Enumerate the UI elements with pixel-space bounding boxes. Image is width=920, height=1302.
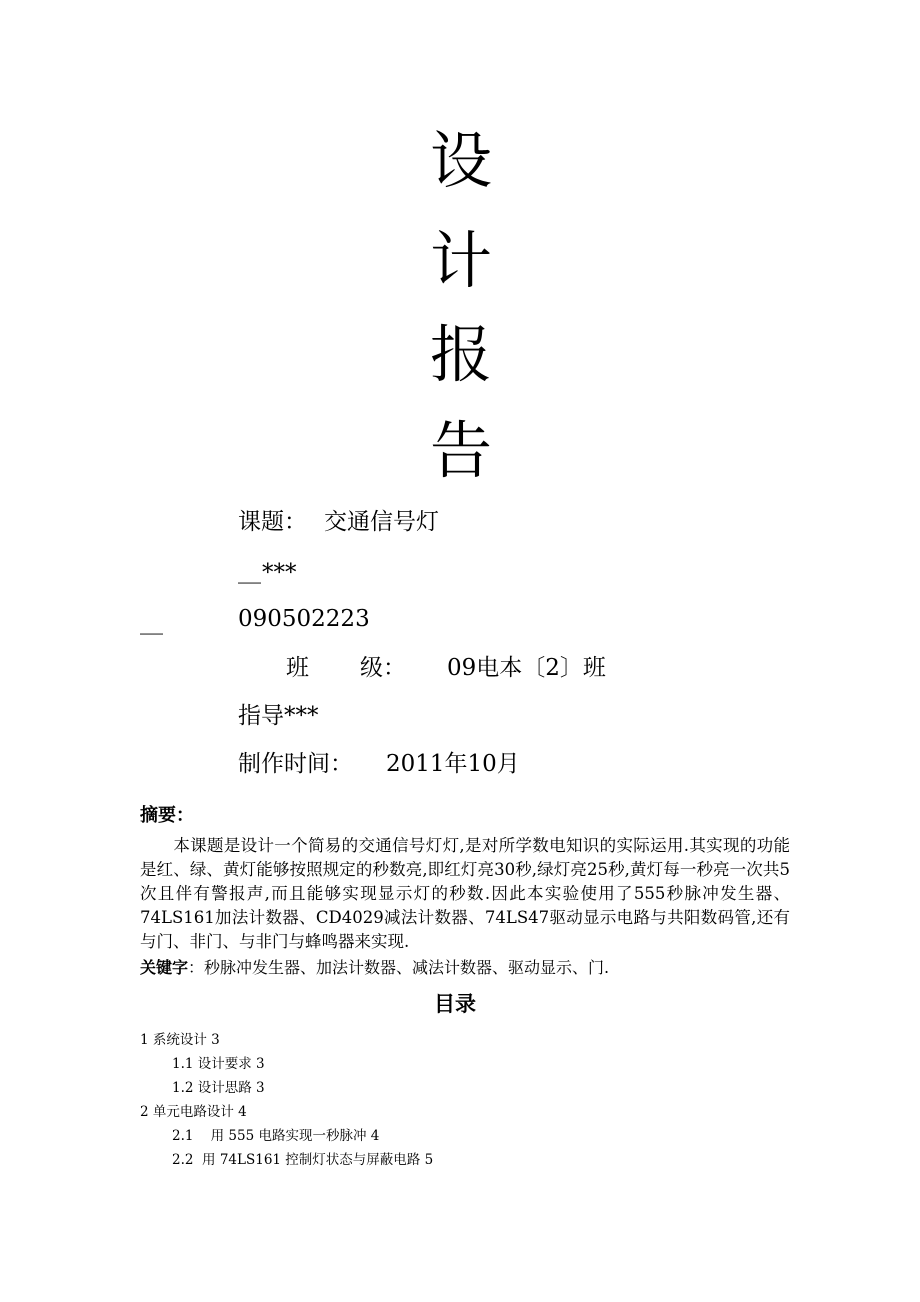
abstract-text: 本课题是设计一个简易的交通信号灯灯,是对所学数电知识的实际运用.其实现的功能是红、绿、黄灯能够按照规定的秒数亮,即红灯亮30秒,绿灯亮25秒,黄灯每一秒亮一次共5次且伴有警报声,而且能够实现显示灯的秒数.因此本实验使用了555秒脉冲发生器、74LS161加法计数器、CD4029减法计数器、74LS47驱动显示电路与共阳数码管,还有与门、非门、与非门与蜂鸣器来实现. [140,836,790,951]
topic-value: 交通信号灯 [324,509,439,535]
abstract-body [140,834,790,954]
toc-heading: 目录 [434,992,476,1016]
toc-item: 2.1 用 555 电路实现一秒脉冲 4 [172,1128,380,1144]
title-char-2: 计 [430,224,493,297]
toc-item: 1 系统设计 3 [140,1032,220,1048]
id-value: 090502223 [238,606,370,632]
toc-item: 2.2 用 74LS161 控制灯状态与屏蔽电路 5 [172,1152,434,1168]
abstract-heading: 摘要： [140,805,194,826]
title-char-3: 报 [430,318,493,391]
toc-item: 1.2 设计思路 3 [172,1080,265,1096]
advisor: 指导*** [238,703,319,729]
keywords-value: ：秒脉冲发生器、加法计数器、减法计数器、驱动显示、门. [188,958,610,977]
time-label: 制作时间： [238,751,353,777]
topic-label: 课题： [238,509,307,535]
title-char-1: 设 [430,124,493,197]
time-value: 2011年10月 [386,751,520,777]
name-prefix: __ [238,558,261,584]
toc-item: 2 单元电路设计 4 [140,1104,247,1120]
id-prefix: __ [140,609,163,635]
class-label-2: 级： [360,655,406,681]
class-value: 09电本〔2〕班 [447,655,606,681]
toc-item: 1.1 设计要求 3 [172,1056,265,1072]
keywords-line [140,956,609,980]
class-label-1: 班 [286,655,309,681]
title-char-4: 告 [430,414,493,487]
keywords-label: 关键字 [140,958,189,977]
name-value: *** [262,560,297,586]
